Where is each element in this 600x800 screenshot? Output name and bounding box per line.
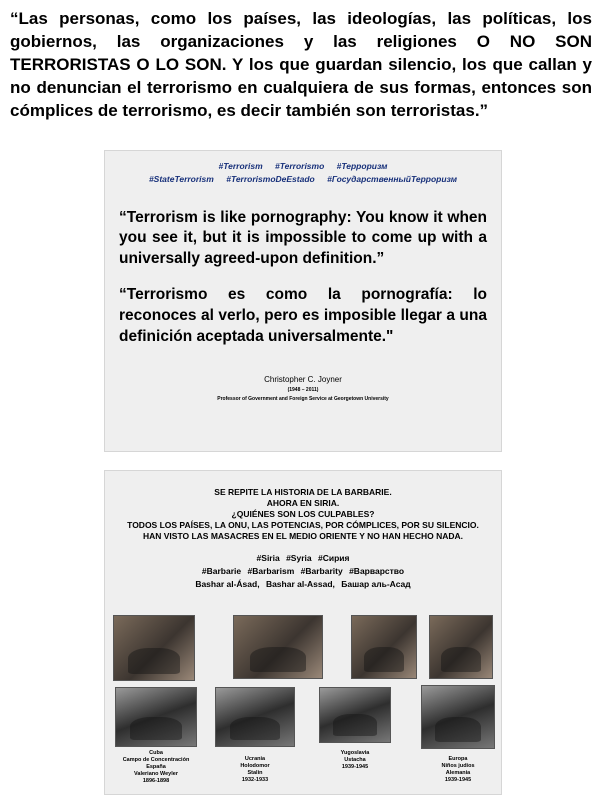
caption-line: Niños judíos: [441, 762, 475, 769]
hashtags-row: [105, 173, 501, 186]
caption-line: Yugoslavia: [340, 750, 370, 756]
caption-line: Cuba: [149, 750, 163, 756]
heading-line: AHORA EN SIRIA.: [266, 498, 340, 509]
hashtag: #Сирия: [317, 553, 350, 564]
photo: [113, 615, 195, 681]
caption-line: 1939-1945: [341, 763, 369, 770]
quote-english: “Terrorism is like pornography: You know it when you see it, but it is impossible to come up with a universally agreed-upon definition.”: [119, 208, 487, 267]
name-tag: Bashar al-Assad,: [265, 578, 335, 589]
photo: [421, 685, 495, 749]
hashtag: #Syria: [286, 553, 312, 564]
caption-line: Alemania: [445, 769, 471, 776]
caption-line: España: [146, 763, 166, 770]
caption-line: 1939-1945: [444, 776, 472, 783]
heading-line: SE REPITE LA HISTORIA DE LA BARBARIE.: [214, 487, 392, 497]
heading-line: ¿QUIÉNES SON LOS CULPABLES?: [231, 509, 375, 520]
hashtag: #Barbarity: [300, 565, 343, 576]
caption-line: 1896-1898: [142, 777, 170, 784]
hashtags-row: [105, 578, 501, 591]
hashtag: #Терроризм: [336, 161, 388, 171]
terrorism-quote-panel: [104, 150, 502, 452]
caption-line: Holodomor: [240, 762, 270, 769]
heading-line: TODOS LOS PAÍSES, LA ONU, LAS POTENCIAS, POR CÓMPLICES, POR SU SILENCIO.: [127, 520, 479, 531]
hashtag: #Barbarie: [201, 565, 242, 576]
caption-line: 1932-1933: [241, 776, 269, 783]
photo: [233, 615, 323, 679]
caption-line: Campo de Concentración: [122, 756, 190, 763]
photo: [319, 687, 391, 743]
hashtags-row: [105, 565, 501, 578]
hashtag: #TerrorismoDeEstado: [226, 173, 315, 184]
hashtag: #Terrorism: [218, 161, 263, 171]
photo-caption: [111, 750, 201, 784]
hashtag: #StateTerrorism: [148, 173, 214, 184]
caption-line: Ucrania: [244, 756, 266, 762]
hashtags: [105, 160, 501, 186]
hashtag: #Варварство: [349, 565, 405, 576]
syria-barbarism-panel: [104, 470, 502, 795]
photo: [215, 687, 295, 747]
hashtags-row: [105, 552, 501, 565]
caption-line: Valeriano Weyler: [134, 770, 178, 777]
name-tag: Башар аль-Асад: [341, 578, 411, 589]
caption-line: Ustacha: [344, 756, 366, 763]
photo-caption: [210, 756, 300, 784]
photo: [115, 687, 197, 747]
hashtag: #Barbarism: [247, 565, 295, 576]
heading-line: HAN VISTO LAS MASACRES EN EL MEDIO ORIENTE Y NO HAN HECHO NADA.: [142, 531, 464, 542]
hashtag: #Terrorismo: [275, 161, 325, 171]
panel-heading: [105, 487, 501, 542]
hashtags: [105, 552, 501, 590]
photo-caption: [413, 756, 503, 784]
hashtag: #Siria: [256, 553, 280, 564]
name-tag: Bashar al-Ásad,: [195, 578, 260, 589]
top-quote: “Las personas, como los países, las ideologías, las políticas, los gobiernos, las organizaciones y las religiones O NO SON TERRORISTAS O LO SON. Y los que guardan silencio, los que callan y no denuncian el terrorismo en cualquiera de sus formas, entonces son cómplices de terrorismo, es decir también son terroristas.”: [10, 9, 592, 120]
photo: [351, 615, 417, 679]
caption-line: Europa: [448, 756, 468, 762]
author-years: (1948 – 2011): [287, 387, 319, 394]
photo: [429, 615, 493, 679]
hashtags-row: [105, 160, 501, 173]
quote-spanish: “Terrorismo es como la pornografía: lo reconoces al verlo, pero es imposible llegar a una definición aceptada universalmente.": [119, 286, 487, 345]
photo-caption: [310, 750, 400, 771]
author-title: Professor of Government and Foreign Service at Georgetown University: [217, 396, 389, 403]
hashtag: #ГосударственныйТерроризм: [327, 173, 458, 184]
author-name: Christopher C. Joyner: [264, 375, 342, 385]
caption-line: Stalin: [247, 769, 263, 776]
